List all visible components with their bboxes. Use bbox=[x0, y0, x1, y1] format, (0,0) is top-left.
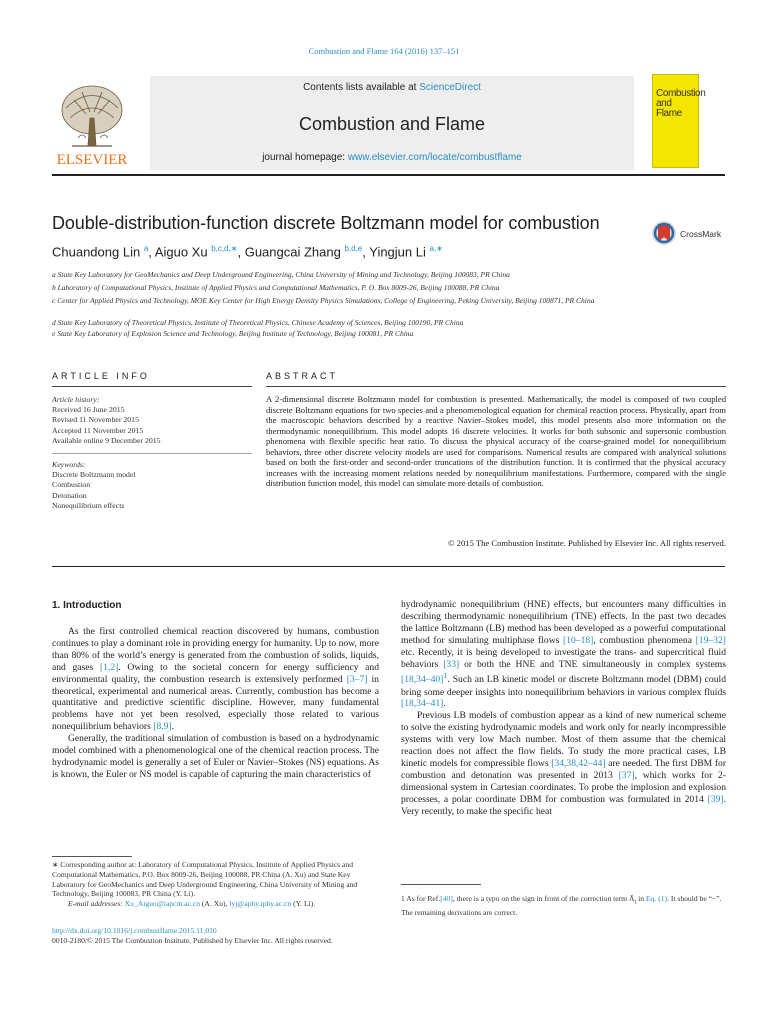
author-affiliation-mark[interactable]: b,c,d,∗ bbox=[211, 244, 238, 253]
doi-link[interactable]: http://dx.doi.org/10.1016/j.combustflame.2015.11.010 bbox=[52, 926, 217, 935]
section-rule bbox=[52, 566, 725, 567]
text-span: Previous LB models of combustion appear as a kind of new numerical scheme to solve the existing hydrodynamic models and work only for nearly incompressible systems with very low Mach number. Most of them assume that the chemical reaction does not affect the flow fields. To study the more practical cases, LB kinetic models for compressible flows bbox=[401, 710, 726, 769]
journal-name: Combustion and Flame bbox=[298, 114, 486, 134]
sciencedirect-link[interactable]: ScienceDirect bbox=[419, 82, 481, 93]
article-info-heading: ARTICLE INFO bbox=[52, 371, 150, 381]
email-link[interactable]: Xu_Aiguo@iapcm.ac.cn bbox=[124, 899, 200, 909]
contents-line bbox=[150, 82, 634, 93]
citation-link[interactable]: [40] bbox=[440, 894, 453, 903]
keyword: Nonequilibrium effects bbox=[52, 500, 125, 510]
crossmark-label: CrossMark bbox=[680, 229, 722, 239]
issn-line: 0010-2180/© 2015 The Combustion Institute. Published by Elsevier Inc. All rights reserved. bbox=[52, 936, 333, 945]
email-line bbox=[52, 899, 379, 909]
footnote-marker[interactable]: 1 bbox=[443, 671, 448, 681]
journal-header bbox=[150, 76, 634, 170]
keyword: Combustion bbox=[52, 480, 91, 490]
paragraph: Generally, the traditional simulation of combustion is based on a hydrodynamic model combined with a phenomenological one of the chemical reaction process. The hydrodynamic model is generally a set of Euler or Navier–Stokes (NS) equations. As is known, the Euler or NS model is capable of capturing the main characteristics of bbox=[52, 733, 379, 780]
author-name[interactable]: Chuandong Lin bbox=[52, 244, 141, 260]
text-span: . Such an LB kinetic model or discrete Boltzmann model (DBM) could bring some deeper insights into nonequilibrium behaviors in various complex fluids bbox=[401, 674, 726, 698]
text-span: As the first controlled chemical reaction discovered by humans, combustion continues to play a dominant role in providing energy for humanity. Up to now, more than 80% of the world’s energy is generated from the combustion of solids, liquids, and gases bbox=[52, 626, 379, 673]
info-divider bbox=[52, 453, 252, 454]
paragraph bbox=[401, 710, 726, 817]
text-span: , there is a typo on the sign in front of the correction term Ā bbox=[452, 894, 635, 903]
footnote-1 bbox=[401, 894, 726, 918]
email-label: E-mail addresses: bbox=[68, 899, 125, 909]
history-item: Available online 9 December 2015 bbox=[52, 435, 161, 445]
keywords bbox=[52, 460, 252, 511]
citation-link[interactable]: [18,34–41] bbox=[401, 698, 444, 710]
citation-link[interactable]: [33] bbox=[443, 658, 460, 670]
elsevier-wordmark: ELSEVIER bbox=[56, 152, 128, 168]
citation-link[interactable]: [1,2] bbox=[99, 661, 119, 673]
doi-block bbox=[52, 926, 333, 946]
citation-link[interactable]: [19–32] bbox=[695, 634, 726, 646]
homepage-line bbox=[150, 152, 634, 163]
citation-link[interactable]: [10–18] bbox=[562, 634, 594, 646]
citation-link[interactable]: [34,38,42–44] bbox=[551, 757, 606, 769]
left-column bbox=[52, 626, 379, 781]
abstract-text: A 2-dimensional discrete Boltzmann model for combustion is presented. Mathematically, the model is composed of two coupled discrete Boltzmann equations for two species and a phenomenological equation for chemical reaction process. Physically, apart from the macroscopic behaviors described by a reactive Navier–Stokes model, this model presents also more information on the thermodynamic nonequilibrium. This model adopts 16 discrete velocities. It works for both subsonic and supersonic combustion phenomena with flexible specific heat ratio. To discuss the physical accuracy of the coarse-grained model for nonequilibrium behaviors, three other discrete velocity models are used for comparisons. Numerical results are compared with analytical solutions based on both the first-order and second-order truncations of the distribution function. It is confirmed that the physical accuracy increases with the increasing moment relations needed by nonequilibrium manifestations. Furthermore, compared with the single distribution function model, this model can simulate more details of combustion. bbox=[266, 394, 726, 488]
contents-prefix: Contents lists available at bbox=[303, 82, 420, 93]
text-span: , combustion phenomena bbox=[593, 634, 696, 646]
crossmark-badge[interactable] bbox=[652, 218, 732, 248]
history-label: Article history: bbox=[52, 395, 100, 404]
citation-link[interactable]: [37] bbox=[618, 769, 635, 781]
homepage-link[interactable]: www.elsevier.com/locate/combustflame bbox=[347, 152, 522, 163]
email-link[interactable]: lyj@aphy.iphy.ac.cn bbox=[229, 899, 292, 909]
introduction-heading: 1. Introduction bbox=[52, 600, 122, 611]
paragraph bbox=[401, 599, 726, 710]
abstract-heading: ABSTRACT bbox=[266, 371, 339, 381]
author-name[interactable]: Guangcai Zhang bbox=[244, 244, 341, 260]
text-span: or both the HNE and TNE simultaneously in complex systems bbox=[459, 658, 726, 670]
history-item: Received 16 June 2015 bbox=[52, 405, 125, 415]
text-span: are needed. The first DBM for combustion and detonation was presented in 2013 bbox=[401, 757, 727, 781]
text-span: 1 As for Ref. bbox=[401, 894, 441, 903]
citation-link[interactable]: [3–7] bbox=[346, 673, 368, 685]
history-item: Revised 11 November 2015 bbox=[52, 415, 139, 425]
affiliation: d State Key Laboratory of Theoretical Physics, Institute of Theoretical Physics, Chinese Academy of Sciences, Beijing 100190, PR China bbox=[52, 318, 464, 327]
keyword: Detonation bbox=[52, 490, 87, 500]
footnote-rule bbox=[52, 856, 132, 857]
text-span: (Y. Li). bbox=[291, 899, 316, 909]
cover-title: Combustion and Flame bbox=[656, 88, 706, 119]
corresponding-author-text: ∗ Corresponding author at: Laboratory of Computational Physics, Institute of Applied Physics and Computational Mathematics, P.O. Box 8009-26, Beijing 100088, PR China (A. Xu) and State Key Laboratory for GeoMechanics and Deep Underground Engineering, China University of Mining and Technology, Beijing 100083, PR China (Y. Li). bbox=[52, 860, 358, 899]
author-affiliation-mark[interactable]: b,d,e bbox=[344, 244, 363, 253]
subscript: i bbox=[634, 898, 637, 906]
text-span: etc. Recently, it is being developed to investigate the trans- and supercritical fluid behaviors bbox=[401, 646, 726, 670]
affiliation: c Center for Applied Physics and Technology, MOE Key Center for High Energy Density Physics Simulations, College of Engineering, Peking University, Beijing 100871, PR China bbox=[52, 296, 595, 305]
elsevier-logo bbox=[52, 78, 132, 168]
author-name[interactable]: Yingjun Li bbox=[369, 244, 426, 260]
journal-cover[interactable] bbox=[652, 74, 706, 168]
affiliation: e State Key Laboratory of Explosion Science and Technology, Beijing Institute of Technology, Beijing 100081, PR China bbox=[52, 329, 414, 338]
paragraph bbox=[52, 626, 379, 733]
text-span: . Owing to the societal concern for energy sufficiency and environmental quality, the combustion research is extensively performed bbox=[52, 661, 380, 685]
text-span: . bbox=[443, 698, 446, 710]
abstract-rule bbox=[266, 386, 726, 387]
author-list: Chuandong Lin $^a$, Aiguo Xu $^{b,c,d,∗}$, Guangcai Zhang $^{b,d,e}$, Yingjun Li $^{a,∗}$ bbox=[52, 244, 443, 260]
text-span: . It should be “−”. The remaining derivations are correct. bbox=[401, 894, 722, 917]
elsevier-tree-icon bbox=[52, 78, 132, 168]
keyword: Discrete Boltzmann model bbox=[52, 470, 136, 480]
equation-link[interactable]: Eq. (1) bbox=[645, 894, 668, 903]
affiliation: a State Key Laboratory for GeoMechanics and Deep Underground Engineering, China University of Mining and Technology, Beijing 100083, PR China bbox=[52, 270, 510, 279]
text-span: , which works for 2-dimensional system in Cartesian coordinates. To probe the implosion and explosion processes, a polar coordinate DBM for combustion was formulated in 2014 bbox=[401, 769, 726, 805]
affiliation: b Laboratory of Computational Physics, Institute of Applied Physics and Computational Mathematics, P. O. Box 8009-26, Beijing 100088, PR China bbox=[52, 283, 500, 292]
citation-link[interactable]: [8,9] bbox=[153, 721, 172, 733]
history-item: Accepted 11 November 2015 bbox=[52, 425, 144, 435]
footnote-rule bbox=[401, 884, 481, 885]
journal-reference[interactable]: Combustion and Flame 164 (2016) 137–151 bbox=[308, 46, 460, 56]
keywords-label: Keywords: bbox=[52, 460, 86, 469]
right-column bbox=[401, 599, 726, 818]
text-span: . Very recently, to make the specific heat bbox=[401, 793, 726, 817]
article-title: Double-distribution-function discrete Boltzmann model for combustion bbox=[52, 213, 600, 233]
article-history bbox=[52, 395, 252, 446]
author-name[interactable]: Aiguo Xu bbox=[154, 244, 208, 260]
article-info-rule bbox=[52, 386, 252, 387]
author-affiliation-mark[interactable]: a bbox=[143, 244, 149, 253]
text-span: hydrodynamic nonequilibrium (HNE) effects, but encounters many difficulties in describing thermodynamic nonequilibrium (TNE) effects. In the past two decades the lattice Boltzmann (LB) method has been developed as a powerful computational method for simulating multiphase flows bbox=[401, 599, 726, 646]
text-span: . bbox=[171, 721, 175, 733]
text-span: in bbox=[636, 894, 646, 903]
citation-link[interactable]: [18,34–40] bbox=[401, 674, 444, 686]
text-span: (A. Xu), bbox=[200, 899, 230, 909]
citation-link[interactable]: [39] bbox=[707, 793, 724, 805]
author-affiliation-mark[interactable]: a,∗ bbox=[429, 244, 443, 253]
corresponding-author-footnote bbox=[52, 860, 379, 909]
text-span: in theoretical, experimental and numerical areas. Currently, combustion has become a quantitative and predictive scientific discipline. However, many fundamental problems have not yet been resolved, especially those related to various nonequilibrium behaviors bbox=[52, 673, 379, 733]
homepage-prefix: journal homepage: bbox=[262, 152, 348, 163]
header-rule bbox=[52, 174, 725, 176]
abstract-copyright: © 2015 The Combustion Institute. Published by Elsevier Inc. All rights reserved. bbox=[448, 538, 726, 548]
